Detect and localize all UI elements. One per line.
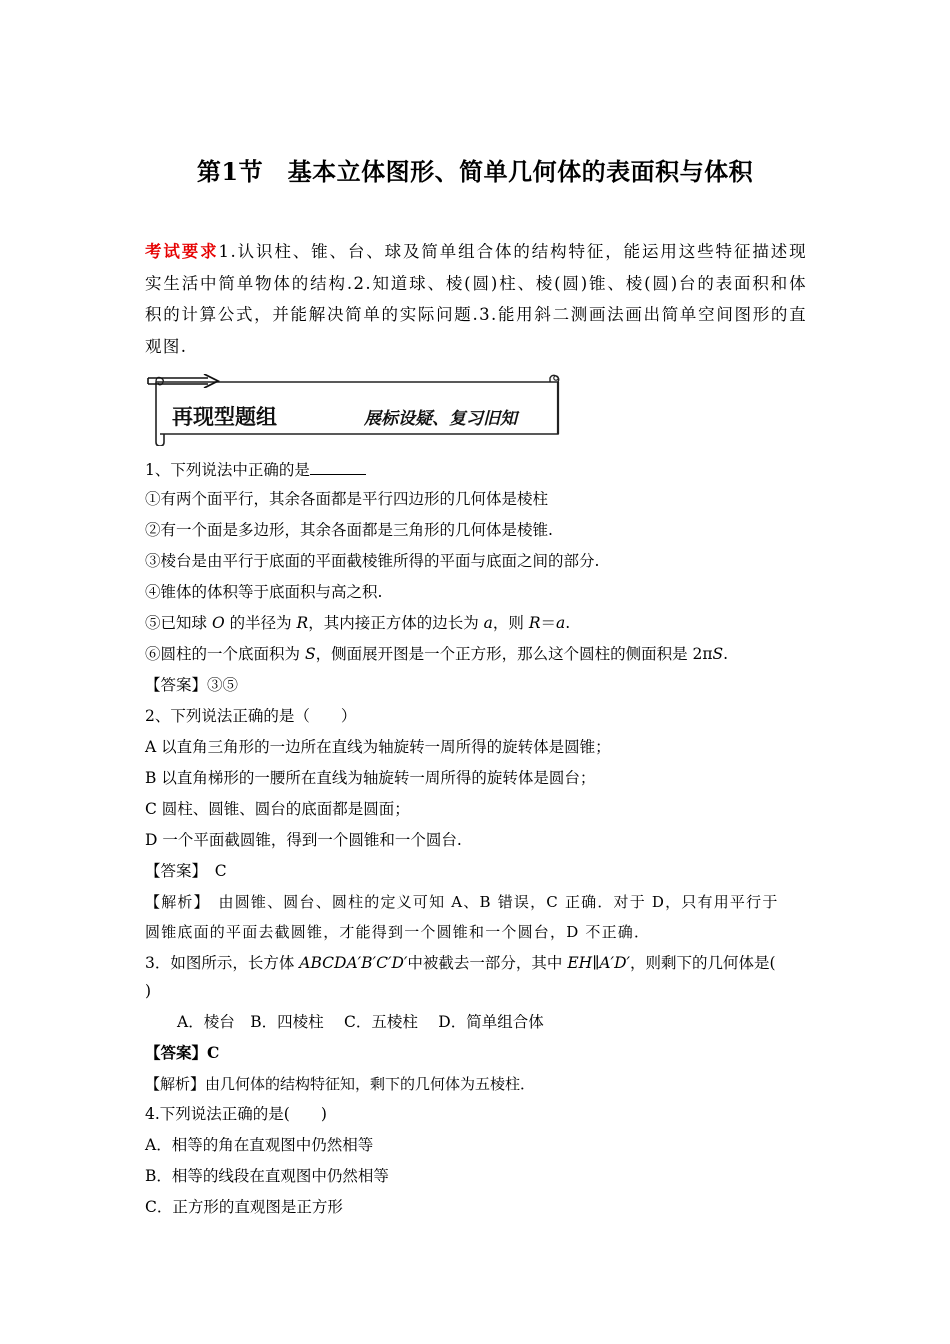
page-title: 第1节 基本立体图形、简单几何体的表面积与体积 [196, 157, 754, 186]
exam-requirements [145, 236, 807, 362]
q1-option-5: ⑤已知球 O 的半径为 R，其内接正方体的边长为 a，则 R＝a. [145, 614, 571, 632]
q3-stem: 3．如图所示，长方体 ABCDA′B′C′D′中被截去一部分，其中 EH∥A′D′，则剩下的几何体是( [145, 954, 776, 972]
q1-option-1: ①有两个面平行，其余各面都是平行四边形的几何体是棱柱 [145, 490, 549, 508]
q1-option-2: ②有一个面是多边形，其余各面都是三角形的几何体是棱锥. [145, 521, 553, 539]
q2-option-a: A 以直角三角形的一边所在直线为轴旋转一周所得的旋转体是圆锥； [145, 738, 611, 756]
banner-title: 再现型题组 [172, 405, 277, 429]
requirements-text: 1.认识柱、锥、台、球及简单组合体的结构特征，能运用这些特征描述现实生活中简单物体的结构.2.知道球、棱(圆)柱、棱(圆)锥、棱(圆)台的表面积和体积的计算公式，并能解决简单的实际问题.3.能用斜二测画法画出简单空间图形的直观图. [145, 242, 807, 356]
q2-option-c: C 圆柱、圆锥、圆台的底面都是圆面； [145, 800, 410, 818]
section-banner [146, 374, 566, 446]
q1-option-3: ③棱台是由平行于底面的平面截棱锥所得的平面与底面之间的部分. [145, 552, 600, 570]
banner-subtitle: 展标设疑、复习旧知 [364, 409, 517, 429]
q3-stem-close: ) [145, 982, 152, 1000]
q1-option-6: ⑥圆柱的一个底面积为 S，侧面展开图是一个正方形，那么这个圆柱的侧面积是 2πS. [145, 645, 729, 663]
q3-options: A．棱台 B．四棱柱 C．五棱柱 D．简单组合体 [177, 1013, 544, 1031]
answer-blank [310, 458, 366, 475]
q2-analysis-line-2: 圆锥底面的平面去截圆锥，才能得到一个圆锥和一个圆台，D 不正确． [145, 923, 651, 941]
q1-option-4: ④锥体的体积等于底面积与高之积. [145, 583, 383, 601]
q4-stem: 4.下列说法正确的是( ) [145, 1105, 327, 1123]
q2-option-b: B 以直角梯形的一腰所在直线为轴旋转一周所得的旋转体是圆台； [145, 769, 596, 787]
q4-option-b: B．相等的线段在直观图中仍然相等 [145, 1167, 389, 1185]
q4-option-c: C．正方形的直观图是正方形 [145, 1198, 343, 1216]
q1-stem: 1、下列说法中正确的是 [145, 458, 366, 480]
q2-option-d: D 一个平面截圆锥，得到一个圆锥和一个圆台. [145, 831, 462, 849]
q2-answer: 【答案】 C [145, 862, 227, 880]
requirements-label: 考试要求 [145, 242, 219, 261]
q3-answer: 【答案】C [145, 1043, 220, 1062]
q2-stem: 2、下列说法正确的是（ ） [145, 707, 357, 725]
q3-analysis: 【解析】由几何体的结构特征知，剩下的几何体为五棱柱． [145, 1075, 536, 1093]
long-arrow-icon [146, 374, 220, 388]
q2-analysis-line-1: 【解析】 由圆锥、圆台、圆柱的定义可知 A、B 错误，C 正确．对于 D，只有用平行于 [145, 893, 779, 911]
q4-option-a: A．相等的角在直观图中仍然相等 [145, 1136, 374, 1154]
q1-answer: 【答案】③⑤ [145, 676, 239, 694]
